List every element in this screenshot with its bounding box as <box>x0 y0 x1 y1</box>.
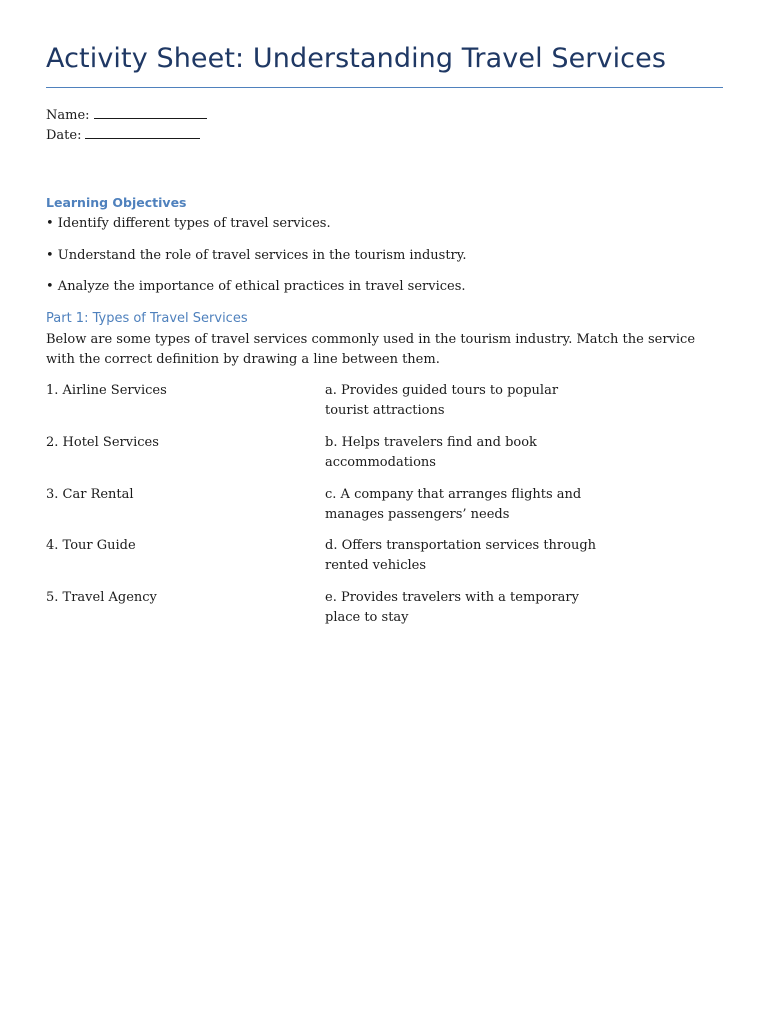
name-blank-line[interactable] <box>94 106 207 119</box>
name-label: Name: <box>46 108 90 123</box>
objective-item: • Understand the role of travel services in the tourism industry. <box>46 248 467 263</box>
date-label: Date: <box>46 128 82 143</box>
page-title: Activity Sheet: Understanding Travel Services <box>46 43 667 74</box>
date-field[interactable] <box>46 126 200 145</box>
service-item[interactable]: 4. Tour Guide <box>46 538 136 553</box>
service-item[interactable]: 3. Car Rental <box>46 487 134 502</box>
definition-item[interactable]: b. Helps travelers find and book accommodations <box>325 435 537 470</box>
part1-heading: Part 1: Types of Travel Services <box>46 311 248 326</box>
learning-objectives-heading: Learning Objectives <box>46 195 187 210</box>
date-blank-line[interactable] <box>85 126 200 139</box>
match-row <box>46 485 726 525</box>
objective-item: • Analyze the importance of ethical practices in travel services. <box>46 279 466 294</box>
service-item[interactable]: 5. Travel Agency <box>46 590 157 605</box>
definition-item[interactable]: a. Provides guided tours to popular tourist attractions <box>325 383 559 418</box>
definition-item[interactable]: d. Offers transportation services through rented vehicles <box>325 538 597 573</box>
service-item[interactable]: 2. Hotel Services <box>46 435 159 450</box>
match-row <box>46 381 726 421</box>
match-row <box>46 588 726 628</box>
match-row <box>46 433 726 473</box>
part1-intro: Below are some types of travel services commonly used in the tourism industry. Match the service with the correct definition by drawing a line between them. <box>46 332 696 367</box>
name-field[interactable] <box>46 106 207 125</box>
definition-item[interactable]: e. Provides travelers with a temporary place to stay <box>325 590 579 625</box>
definition-item[interactable]: c. A company that arranges flights and manages passengers’ needs <box>325 487 582 522</box>
title-divider <box>46 87 723 88</box>
objective-item: • Identify different types of travel services. <box>46 216 331 231</box>
match-row <box>46 536 726 576</box>
service-item[interactable]: 1. Airline Services <box>46 383 167 398</box>
